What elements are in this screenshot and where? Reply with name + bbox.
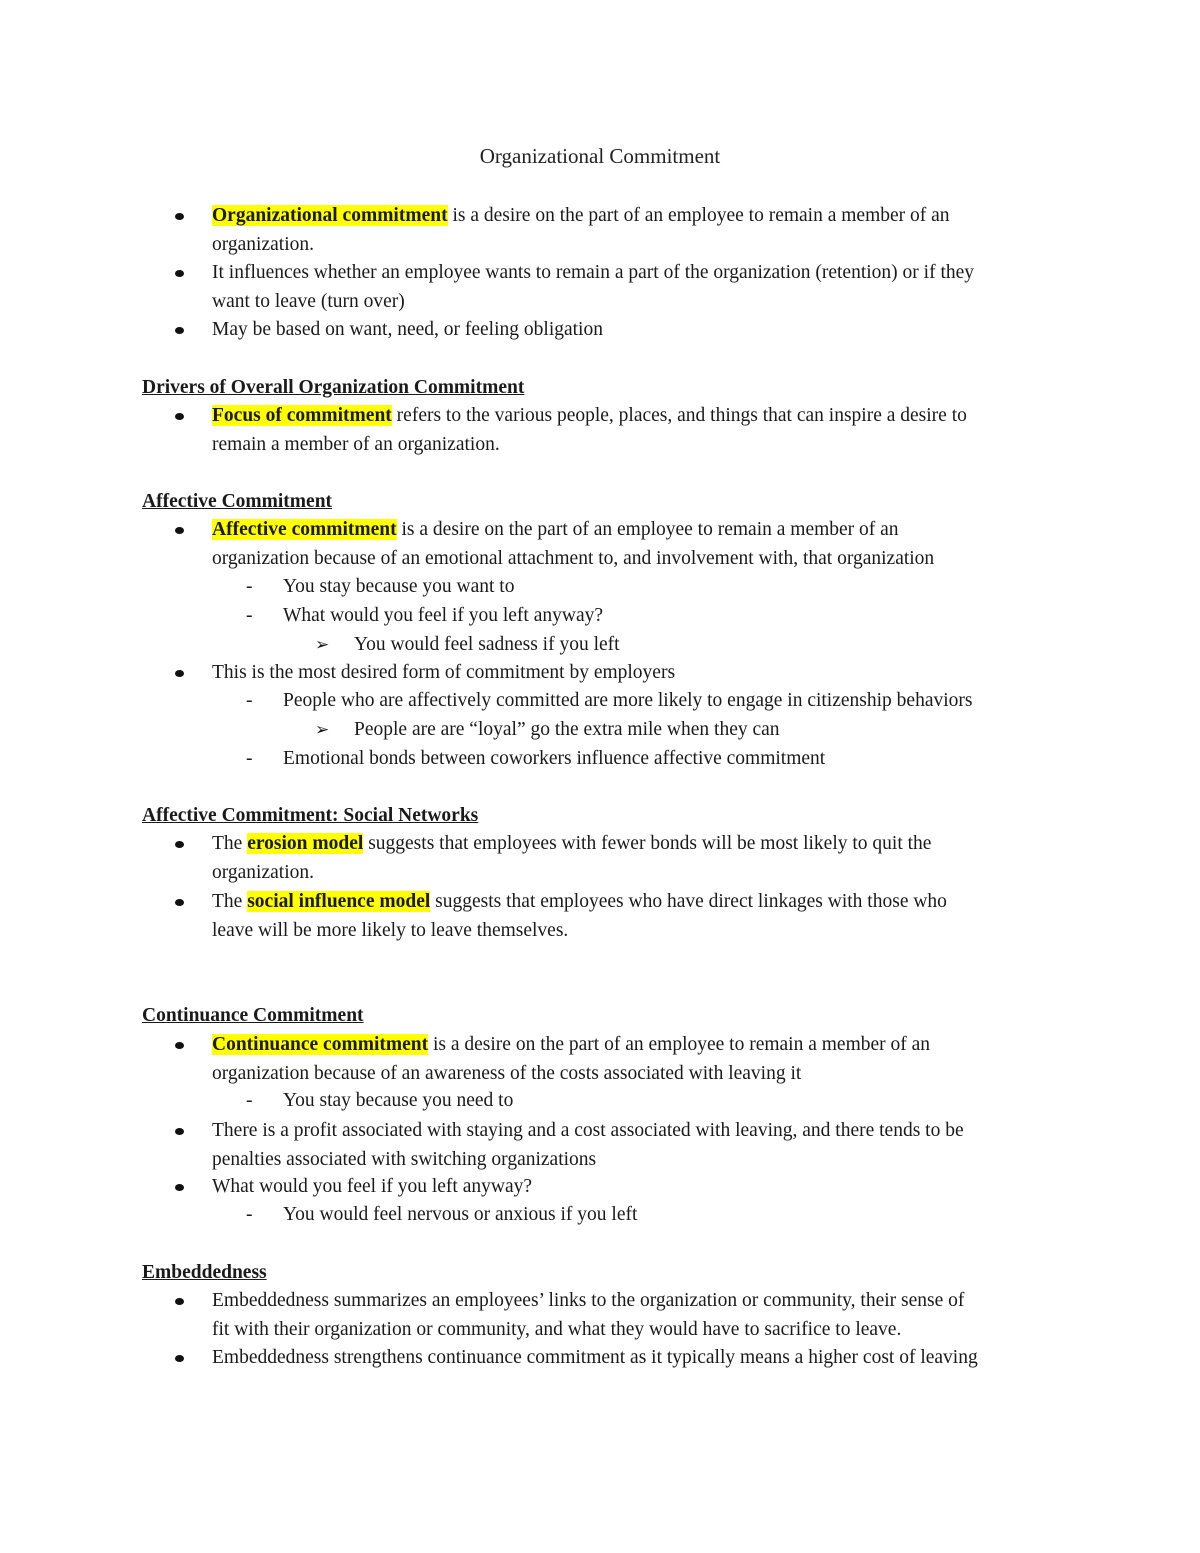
bullet-dot — [175, 1298, 184, 1305]
bullet-text: Embeddedness summarizes an employees’ links to the organization or community, their sense of — [212, 1290, 965, 1311]
sub-sub-item-text: You would feel sadness if you left — [354, 634, 620, 655]
bullet-erosion-model — [212, 830, 1112, 887]
bullet-profit-cost — [212, 1117, 1112, 1174]
bullet-text-continued: remain a member of an organization. — [212, 433, 500, 455]
bullet-text-continued: fit with their organization or community, and what they would have to sacrifice to leave. — [212, 1318, 902, 1340]
bullet-text: refers to the various people, places, and things that can inspire a desire to — [391, 405, 967, 426]
bullet-focus-of-commitment — [212, 402, 1112, 459]
sub-item-text: Emotional bonds between coworkers influence affective commitment — [283, 748, 826, 769]
bullet-dot — [175, 1355, 184, 1362]
arrow-bullet-icon: ➢ — [315, 635, 330, 655]
highlighted-term: social influence model — [247, 891, 431, 912]
bullet-dot — [175, 270, 184, 277]
highlighted-term: Continuance commitment — [212, 1034, 429, 1055]
dash-marker: - — [246, 690, 253, 711]
sub-item-text: People who are affectively committed are more likely to engage in citizenship behaviors — [283, 690, 973, 711]
section-heading-continuance: Continuance Commitment — [142, 1005, 364, 1026]
bullet-dot — [175, 670, 184, 677]
bullet-based-on — [212, 316, 1112, 345]
highlighted-term: erosion model — [247, 833, 364, 854]
bullet-text: suggests that employees who have direct linkages with those who — [430, 891, 947, 912]
bullet-dot — [175, 841, 184, 848]
bullet-dot — [175, 1184, 184, 1191]
sub-sub-item — [315, 716, 1114, 745]
bullet-text: What would you feel if you left anyway? — [212, 1176, 533, 1197]
bullet-text-continued: want to leave (turn over) — [212, 290, 405, 312]
bullet-feel-if-left — [212, 1173, 1112, 1202]
bullet-text-continued: penalties associated with switching organizations — [212, 1148, 597, 1170]
dash-marker: - — [246, 576, 253, 597]
bullet-text: There is a profit associated with staying and a cost associated with leaving, and there tends to be — [212, 1120, 964, 1141]
sub-item — [246, 1201, 1103, 1230]
bullet-text: is a desire on the part of an employee to remain a member of an — [396, 519, 899, 540]
bullet-affective-commitment — [212, 516, 1112, 573]
sub-item — [246, 602, 1103, 631]
sub-item — [246, 573, 1103, 602]
bullet-continuance-commitment — [212, 1031, 1112, 1088]
bullet-text-prefix: The — [212, 833, 248, 854]
sub-sub-item — [315, 631, 1114, 660]
bullet-text-continued: leave will be more likely to leave themselves. — [212, 919, 569, 941]
dash-marker: - — [246, 1204, 253, 1225]
bullet-text-continued: organization. — [212, 861, 314, 883]
bullet-dot — [175, 1128, 184, 1135]
section-heading-drivers: Drivers of Overall Organization Commitment — [142, 377, 525, 398]
highlighted-term: Affective commitment — [212, 519, 397, 540]
sub-sub-item-text: People are are “loyal” go the extra mile when they can — [354, 719, 780, 740]
bullet-dot — [175, 327, 184, 334]
bullet-text: is a desire on the part of an employee to remain a member of an — [447, 205, 950, 226]
section-heading-embeddedness: Embeddedness — [142, 1262, 267, 1283]
bullet-dot — [175, 899, 184, 906]
dash-marker: - — [246, 605, 253, 626]
bullet-dot — [175, 413, 184, 420]
bullet-org-commitment — [212, 202, 1112, 259]
bullet-text: is a desire on the part of an employee to remain a member of an — [428, 1034, 931, 1055]
bullet-text-continued: organization. — [212, 233, 314, 255]
bullet-text: suggests that employees with fewer bonds will be most likely to quit the — [363, 833, 932, 854]
bullet-text: May be based on want, need, or feeling obligation — [212, 319, 603, 340]
dash-marker: - — [246, 748, 253, 769]
section-heading-social-networks: Affective Commitment: Social Networks — [142, 805, 479, 826]
bullet-text-continued: organization because of an awareness of the costs associated with leaving it — [212, 1062, 802, 1084]
highlighted-term: Organizational commitment — [212, 205, 448, 226]
sub-item-text: You would feel nervous or anxious if you left — [283, 1204, 638, 1225]
bullet-dot — [175, 527, 184, 534]
sub-item-text: What would you feel if you left anyway? — [283, 605, 604, 626]
highlighted-term: Focus of commitment — [212, 405, 392, 426]
sub-item-text: You stay because you need to — [283, 1090, 514, 1111]
section-heading-affective: Affective Commitment — [142, 491, 333, 512]
bullet-dot — [175, 213, 184, 220]
bullet-embeddedness-summary — [212, 1287, 1112, 1344]
sub-item — [246, 1087, 1103, 1116]
arrow-bullet-icon: ➢ — [315, 720, 330, 740]
sub-item-text: You stay because you want to — [283, 576, 515, 597]
sub-item — [246, 687, 1103, 716]
bullet-text: Embeddedness strengthens continuance commitment as it typically means a higher cost of leaving — [212, 1347, 978, 1368]
bullet-text-continued: organization because of an emotional attachment to, and involvement with, that organization — [212, 547, 935, 569]
bullet-influence — [212, 259, 1112, 316]
sub-item — [246, 745, 1103, 774]
bullet-most-desired — [212, 659, 1112, 688]
dash-marker: - — [246, 1090, 253, 1111]
bullet-text-prefix: The — [212, 891, 248, 912]
document-title: Organizational Commitment — [479, 144, 721, 168]
bullet-embeddedness-strengthens — [212, 1344, 1112, 1373]
bullet-text: This is the most desired form of commitment by employers — [212, 662, 676, 683]
bullet-social-influence-model — [212, 888, 1112, 945]
bullet-text: It influences whether an employee wants to remain a part of the organization (retention) or if they — [212, 262, 975, 283]
bullet-dot — [175, 1042, 184, 1049]
